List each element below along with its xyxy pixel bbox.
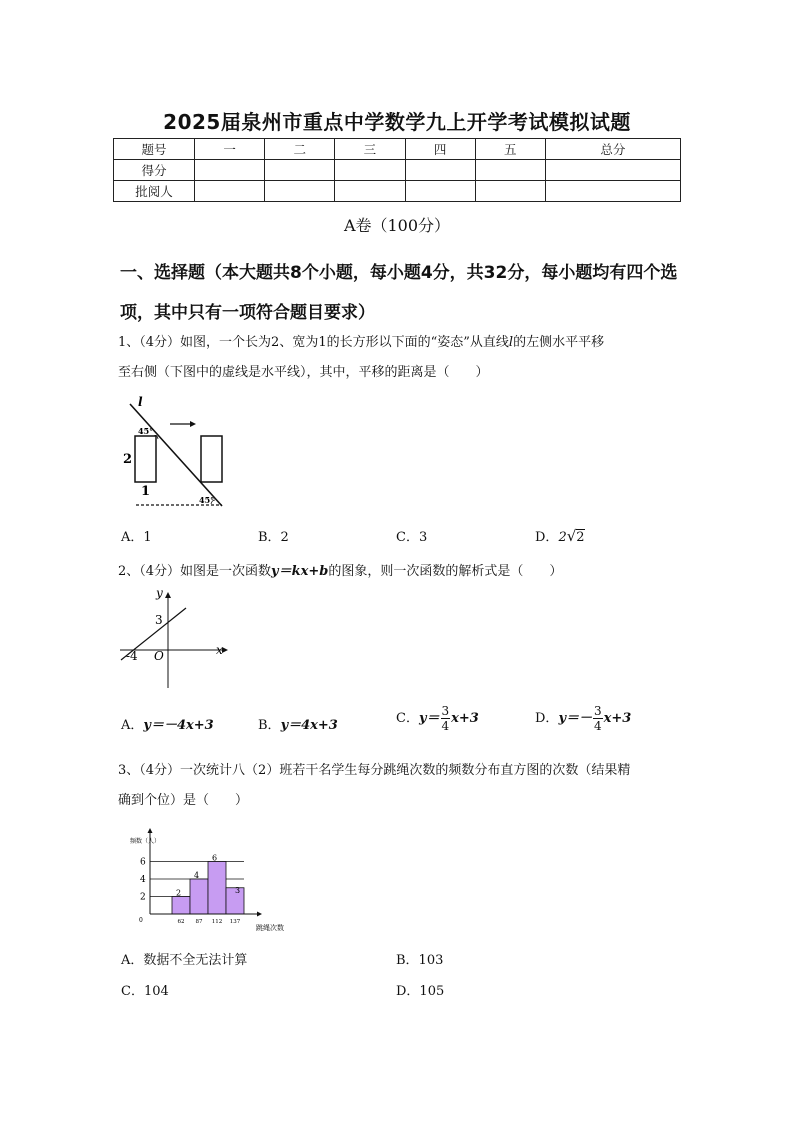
score-cell[interactable] — [475, 181, 545, 202]
score-cell[interactable] — [335, 160, 405, 181]
score-cell[interactable] — [405, 181, 475, 202]
q1-line2: 至右侧（下图中的虚线是水平线），其中，平移的距离是（ ） — [118, 365, 489, 380]
score-table — [113, 138, 681, 202]
histogram-value-label: 6 — [212, 853, 218, 863]
q3-histogram — [118, 826, 308, 934]
histogram-x-tick: 87 — [195, 919, 203, 925]
histogram-value-label: 2 — [176, 888, 182, 898]
score-row-label: 得分 — [114, 160, 195, 181]
exam-title: 2025届泉州市重点中学数学九上开学考试模拟试题 — [163, 110, 631, 134]
q1-option-b[interactable]: B．2 — [258, 530, 289, 545]
q2-option-b-label: B． — [258, 718, 281, 733]
question-3-text — [118, 756, 688, 816]
q2-option-c-fraction — [441, 704, 451, 733]
q2-option-a[interactable] — [121, 714, 214, 733]
q2-option-c-pre: y＝ — [418, 711, 440, 726]
q2-x-intercept: -4 — [126, 649, 138, 663]
score-cell[interactable] — [195, 160, 265, 181]
q2-y-arrow-icon — [165, 592, 171, 598]
q1-side-1: 1 — [141, 484, 151, 499]
q2-option-c-label: C． — [396, 711, 419, 726]
score-row-label: 批阅人 — [114, 181, 195, 202]
q2-suffix: 的图象，则一次函数的解析式是（ ） — [328, 564, 563, 579]
q1-rect-left — [135, 436, 156, 482]
q3-option-a[interactable]: A．数据不全无法计算 — [121, 953, 248, 968]
score-cell[interactable] — [265, 181, 335, 202]
q2-option-a-expr: y＝－4x+3 — [143, 718, 214, 733]
fraction-numerator: 3 — [594, 704, 602, 718]
histogram-value-label: 3 — [235, 885, 241, 895]
score-table-header-row — [114, 139, 681, 160]
q1-option-d-coef: 2 — [558, 530, 567, 545]
score-table-row — [114, 160, 681, 181]
histogram-x-tick: 62 — [177, 919, 185, 925]
histogram-y-label: 频数（人） — [130, 838, 161, 845]
score-header-cell: 总分 — [545, 139, 680, 160]
histogram-y-tick: 4 — [140, 875, 146, 885]
q1-option-d[interactable] — [535, 526, 585, 545]
q3-line1: 3、（4分）一次统计八（2）班若干名学生每分跳绳次数的频数分布直方图的次数（结果精 — [118, 763, 631, 778]
q1-figure — [118, 394, 238, 512]
q1-option-c[interactable]: C．3 — [396, 530, 428, 545]
score-header-cell: 题号 — [114, 139, 195, 160]
q1-arrow-head — [190, 421, 196, 427]
fraction-denominator: 4 — [441, 719, 450, 733]
question-1-text — [118, 328, 688, 388]
histogram-y-tick: 2 — [140, 892, 146, 903]
q2-y-label: y — [156, 586, 163, 600]
section-a-heading: A卷（100分） — [343, 216, 451, 235]
q2-option-d[interactable] — [535, 704, 631, 733]
score-cell[interactable] — [545, 181, 680, 202]
q1-option-d-label: D． — [535, 530, 559, 545]
q3-line2: 确到个位）是（ ） — [118, 793, 249, 808]
q3-option-d[interactable]: D．105 — [396, 984, 445, 999]
q2-prefix: 2、（4分）如图是一次函数 — [118, 564, 272, 579]
fraction-denominator: 4 — [594, 719, 602, 733]
q1-line1: 1、（4分）如图，一个长为2、宽为1的长方形以下面的“姿态”从直线 — [118, 335, 509, 350]
q2-x-label: x — [216, 643, 223, 657]
q2-x-arrow-icon — [222, 647, 228, 653]
histogram-x-arrow-icon — [257, 912, 262, 917]
q2-y-intercept: 3 — [155, 613, 163, 627]
score-header-cell: 四 — [405, 139, 475, 160]
q1-option-a[interactable]: A．1 — [121, 530, 152, 545]
score-cell[interactable] — [475, 160, 545, 181]
histogram-bar — [208, 862, 226, 915]
histogram-y-tick: 6 — [140, 857, 146, 868]
score-header-cell: 五 — [475, 139, 545, 160]
q1-rect-right — [201, 436, 222, 482]
q1-angle-top: 45° — [138, 426, 154, 436]
histogram-origin-label: 0 — [139, 917, 143, 924]
q3-option-b[interactable]: B．103 — [396, 953, 444, 968]
score-cell[interactable] — [405, 160, 475, 181]
q2-option-d-label: D． — [535, 711, 559, 726]
score-header-cell: 一 — [195, 139, 265, 160]
histogram-x-tick: 112 — [211, 919, 223, 925]
histogram-y-arrow-icon — [148, 828, 153, 833]
q2-figure — [118, 588, 230, 690]
histogram-bar — [172, 897, 190, 915]
q2-option-b[interactable] — [258, 714, 338, 733]
q2-function: y＝kx+b — [271, 564, 329, 579]
histogram-x-tick: 137 — [229, 919, 241, 925]
q2-option-b-expr: y＝4x+3 — [280, 718, 338, 733]
score-header-cell: 二 — [265, 139, 335, 160]
section-1-heading: 一、选择题（本大题共8个小题，每小题4分，共32分，每小题均有四个选项，其中只有一项符合题目要求） — [120, 263, 678, 323]
score-header-cell: 三 — [335, 139, 405, 160]
histogram-bar — [190, 879, 208, 914]
q2-option-d-post: x+3 — [603, 711, 632, 726]
q2-option-c-post: x+3 — [451, 711, 479, 726]
q1-label-l: l — [138, 395, 143, 409]
histogram-value-label: 4 — [194, 871, 200, 880]
question-2-text — [118, 557, 688, 587]
score-table-row — [114, 181, 681, 202]
q1-line1-tail: 的左侧水平平移 — [513, 335, 605, 350]
score-cell[interactable] — [265, 160, 335, 181]
score-cell[interactable] — [195, 181, 265, 202]
sqrt-symbol-icon: √ — [566, 527, 577, 545]
q2-option-d-fraction — [593, 704, 603, 733]
q1-angle-bottom: 45° — [199, 495, 215, 505]
q2-origin-label: O — [154, 649, 164, 663]
score-cell[interactable] — [335, 181, 405, 202]
q2-option-c[interactable] — [396, 704, 479, 733]
histogram-x-label: 跳绳次数 — [256, 924, 284, 932]
q1-option-d-radicand: 2 — [576, 530, 585, 545]
q1-line-symbol: l — [508, 335, 514, 350]
q3-option-c[interactable]: C．104 — [121, 984, 169, 999]
fraction-numerator: 3 — [441, 704, 450, 718]
score-cell[interactable] — [545, 160, 680, 181]
q2-option-d-pre: y＝－ — [558, 711, 592, 726]
q1-side-2: 2 — [123, 452, 133, 467]
q2-option-a-label: A． — [121, 718, 144, 733]
